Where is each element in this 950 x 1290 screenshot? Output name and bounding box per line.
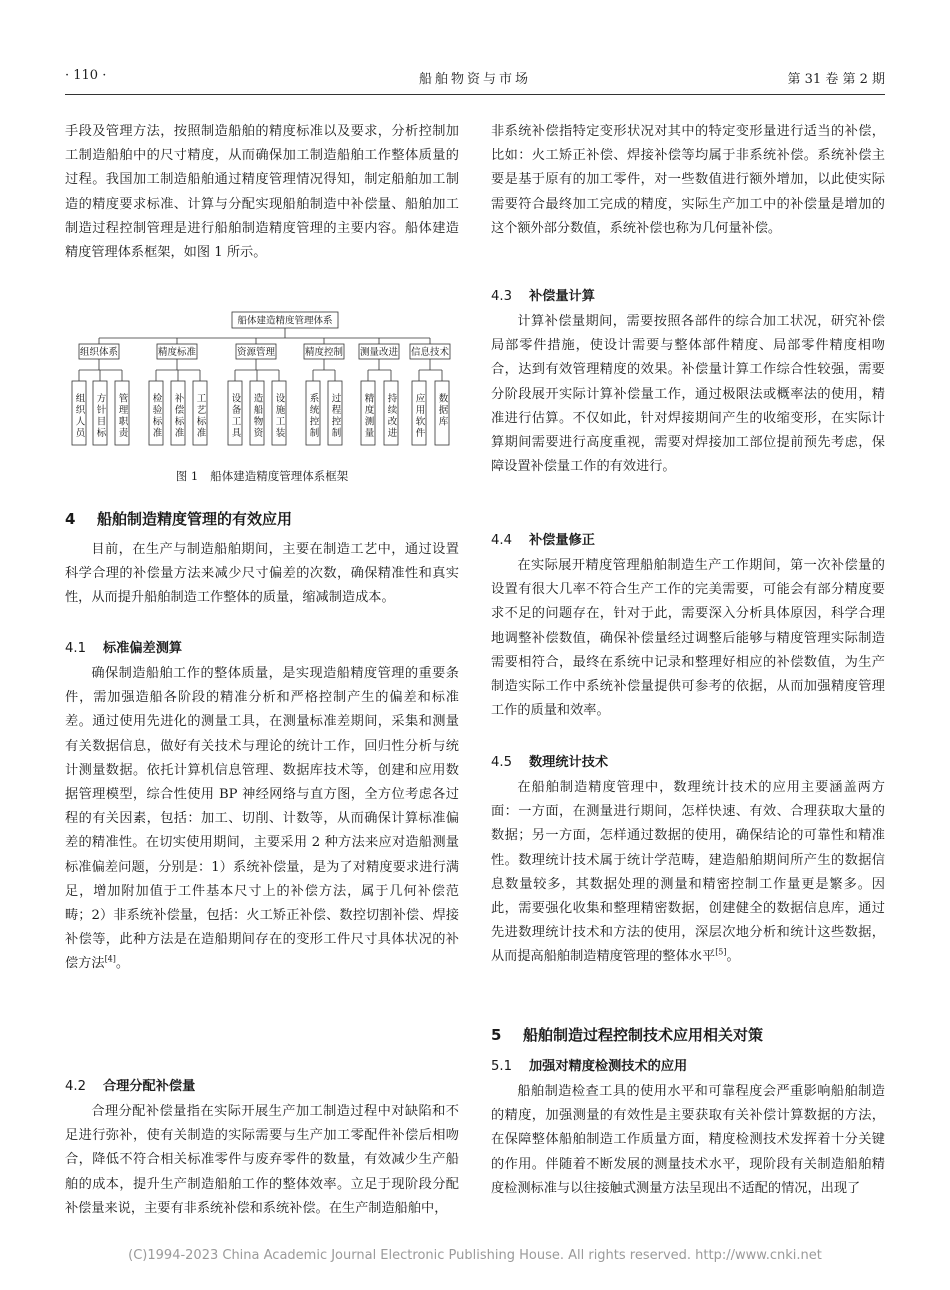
paragraph-end: 。 — [115, 956, 130, 972]
subsection-number: 4.2 — [65, 1079, 86, 1094]
paragraph-text: 在船舶制造精度管理中，数理统计技术的应用主要涵盖两方面：一方面，在测量进行期间，怎样快速、有效、合理获取大量的数据；另一方面，怎样通过数据的使用，确保结论的可靠性和精准性。数理统计技术属于统计学范畴，建造船舶期间所产生的数据信息数量较多，其数据处理的测量和精密控制工作量更是繁多。因此，需要强化收集和整理精密数据，创建健全的数据信息库，通过先进数理统计技术和方法的使用，深层次地分析和统计这些数据，从而提高船舶制造精度管理的整体水平 — [491, 780, 885, 965]
leaf-label: 设备工具 — [229, 393, 241, 439]
category-label: 资源管理 — [236, 347, 276, 358]
page-number: · 110 · — [65, 68, 107, 83]
subsection-title: 数理统计技术 — [529, 755, 609, 770]
leaf-label: 数据库 — [436, 393, 448, 428]
leaf-label: 方针目标 — [94, 393, 106, 439]
subsection-4-5-heading — [491, 750, 885, 776]
continuation-paragraph: 非系统补偿指特定变形状况对其中的特定变形量进行适当的补偿，比如：火工矫正补偿、焊接补偿等均属于非系统补偿。系统补偿主要是基于原有的加工零件，对一些数值进行额外增加，以此使实际需要符合最终加工完成的精度，实际生产加工中的补偿量是增加的这个额外部分数值，系统补偿也称为几何量补偿。 — [491, 124, 885, 236]
subsection-title: 加强对精度检测技术的应用 — [529, 1059, 688, 1074]
subsection-title: 补偿量计算 — [529, 289, 595, 304]
figure-number: 图 1 — [175, 469, 199, 483]
leaf-label: 造船物资 — [251, 393, 263, 439]
header-rule — [65, 94, 885, 95]
subsection-4-1-paragraph — [65, 662, 459, 1074]
leaf-label: 补偿标准 — [172, 393, 184, 439]
category-label: 精度标准 — [157, 347, 197, 358]
leaf-label: 管理职责 — [116, 393, 128, 439]
subsection-title: 合理分配补偿量 — [103, 1079, 196, 1094]
subsection-4-2-paragraph: 合理分配补偿量指在实际开展生产加工制造过程中对缺陷和不足进行弥补，使有关制造的实际需要与生产加工零配件补偿后相吻合，降低不符合相关标准零件与废弃零件的数量，有效减少生产船舶的成本，提升生产制造船舶工作的整体效率。立足于现阶段分配补偿量来说，主要有非系统补偿和系统补偿。在生产制造船舶中， — [65, 1104, 459, 1216]
paragraph-text: 确保制造船舶工作的整体质量，是实现造船精度管理的重要条件，需加强造船各阶段的精准分析和严格控制产生的偏差和标准差。通过使用先进化的测量工具，在测量标准差期间，采集和测量有关数据信息，做好有关技术与理论的统计工作，回归性分析与统计测量数据。依托计算机信息管理、数据库技术等，创建和应用数据管理模型，综合性使用 BP 神经网络与直方图，全方位考虑各过程的有关因素，包括：加工、切削、计数等，从而确保计算标准偏差的精准性。在切实使用期间，主要采用 2 种方法来应对造船测量标准偏差问题，分别是：1）系统补偿量，是为了对精度要求进行满足，增加附加值于工件基本尺寸上的补偿方法，属于几何补偿范畴；2）非系统补偿量，包括：火工矫正补偿、数控切割补偿、焊接补偿等，此种方法是在造船期间存在的变形工件尺寸具体状况的补偿方法 — [65, 666, 459, 972]
subsection-4-4-paragraph: 在实际展开精度管理船舶制造生产工作期间，第一次补偿量的设置有很大几率不符合生产工作的完美需要，可能会有部分精度要求不足的问题存在，针对于此，需要深入分析具体原因，科学合理地调整补偿数值，确保补偿量经过调整后能够与精度管理实际制造需要相符合，最终在系统中记录和整理好相应的补偿数值，为生产制造实际工作中系统补偿量提供可参考的依据，从而加强精度管理工作的质量和效率。 — [491, 558, 885, 719]
figure-caption — [65, 468, 459, 484]
journal-title: 船舶物资与市场 — [418, 72, 531, 87]
figure-1 — [65, 308, 459, 500]
subsection-4-5-paragraph — [491, 776, 885, 1016]
category-label: 测量改进 — [359, 347, 399, 358]
section-number: 4 — [65, 510, 76, 528]
subsection-title: 补偿量修正 — [529, 533, 595, 548]
subsection-number: 5.1 — [491, 1059, 512, 1074]
subsection-4-4-heading — [491, 528, 885, 554]
leaf-label: 持续改进 — [385, 393, 397, 439]
citation: [5] — [715, 948, 727, 958]
issue-label: 第 31 卷 第 2 期 — [787, 72, 885, 87]
leaf-label: 工艺标准 — [194, 393, 206, 439]
hierarchy-diagram — [65, 308, 459, 468]
paragraph-end: 。 — [726, 949, 740, 965]
subsection-5-1-heading — [491, 1054, 885, 1080]
copyright-footer: (C)1994-2023 China Academic Journal Electronic Publishing House. All rights reserved. http://www.cnki.net — [128, 1248, 822, 1263]
leaf-label: 过程控制 — [329, 393, 341, 439]
leaf-label: 组织人员 — [73, 393, 85, 439]
running-header — [65, 68, 885, 92]
leaf-label: 检验标准 — [150, 393, 162, 439]
section-number: 5 — [491, 1026, 502, 1044]
figure-caption-text: 船体建造精度管理体系框架 — [210, 469, 349, 483]
subsection-number: 4.4 — [491, 533, 512, 548]
section-title: 船舶制造过程控制技术应用相关对策 — [523, 1026, 764, 1044]
subsection-title: 标准偏差测算 — [103, 641, 183, 656]
subsection-number: 4.5 — [491, 755, 512, 770]
leaf-label: 精度测量 — [362, 393, 374, 439]
root-label: 船体建造精度管理体系 — [237, 315, 333, 327]
left-column — [65, 120, 459, 1221]
subsection-4-3-heading — [491, 284, 885, 310]
intro-paragraph: 手段及管理方法，按照制造船舶的精度标准以及要求，分析控制加工制造船舶中的尺寸精度，从而确保加工制造船舶工作整体质量的过程。我国加工制造船舶通过精度管理情况得知，制定船舶加工制造的精度要求标准、计算与分配实现船舶制造中补偿量、船舶加工制造过程控制管理是进行船舶制造精度管理的主要内容。船体建造精度管理体系框架，如图 1 所示。 — [65, 124, 459, 261]
subsection-4-1-heading — [65, 636, 459, 662]
section-4-paragraph: 目前，在生产与制造船舶期间，主要在制造工艺中，通过设置科学合理的补偿量方法来减少尺寸偏差的次数，确保精准性和真实性，从而提升船舶制造工作整体的质量，缩减制造成本。 — [65, 542, 459, 606]
section-5-heading — [491, 1016, 885, 1054]
leaf-label: 系统控制 — [307, 393, 319, 439]
section-title: 船舶制造精度管理的有效应用 — [97, 510, 293, 528]
citation: [4] — [104, 955, 116, 965]
subsection-5-1-paragraph: 船舶制造检查工具的使用水平和可靠程度会严重影响船舶制造的精度，加强测量的有效性是主要获取有关补偿计算数据的方法，在保障整体船舶制造工作质量方面，精度检测技术发挥着十分关键的作用。伴随着不断发展的测量技术水平，现阶段有关制造船舶精度检测标准与以往接触式测量方法呈现出不适配的情况，出现了 — [491, 1084, 885, 1196]
category-label: 信息技术 — [410, 347, 450, 358]
category-label: 精度控制 — [304, 347, 344, 358]
leaf-label: 设施工装 — [273, 393, 285, 439]
section-4-heading — [65, 500, 459, 538]
subsection-number: 4.3 — [491, 289, 512, 304]
right-column — [491, 120, 885, 1201]
subsection-4-3-paragraph: 计算补偿量期间，需要按照各部件的综合加工状况，研究补偿局部零件措施，使设计需要与整体部件精度、局部零件精度相吻合，达到有效管理精度的效果。补偿量计算工作综合性较强，需要分阶段展开实际计算补偿量工作，通过极限法或概率法的使用，精准进行估算。不仅如此，针对焊接期间产生的收缩变形，在实际计算期间需要进行高度重视，需要对焊接加工部位提前预先考虑，保障设置补偿量工作的有效进行。 — [491, 314, 885, 475]
subsection-number: 4.1 — [65, 641, 86, 656]
subsection-4-2-heading — [65, 1074, 459, 1100]
leaf-label: 应用软件 — [413, 393, 425, 439]
category-label: 组织体系 — [79, 347, 119, 358]
